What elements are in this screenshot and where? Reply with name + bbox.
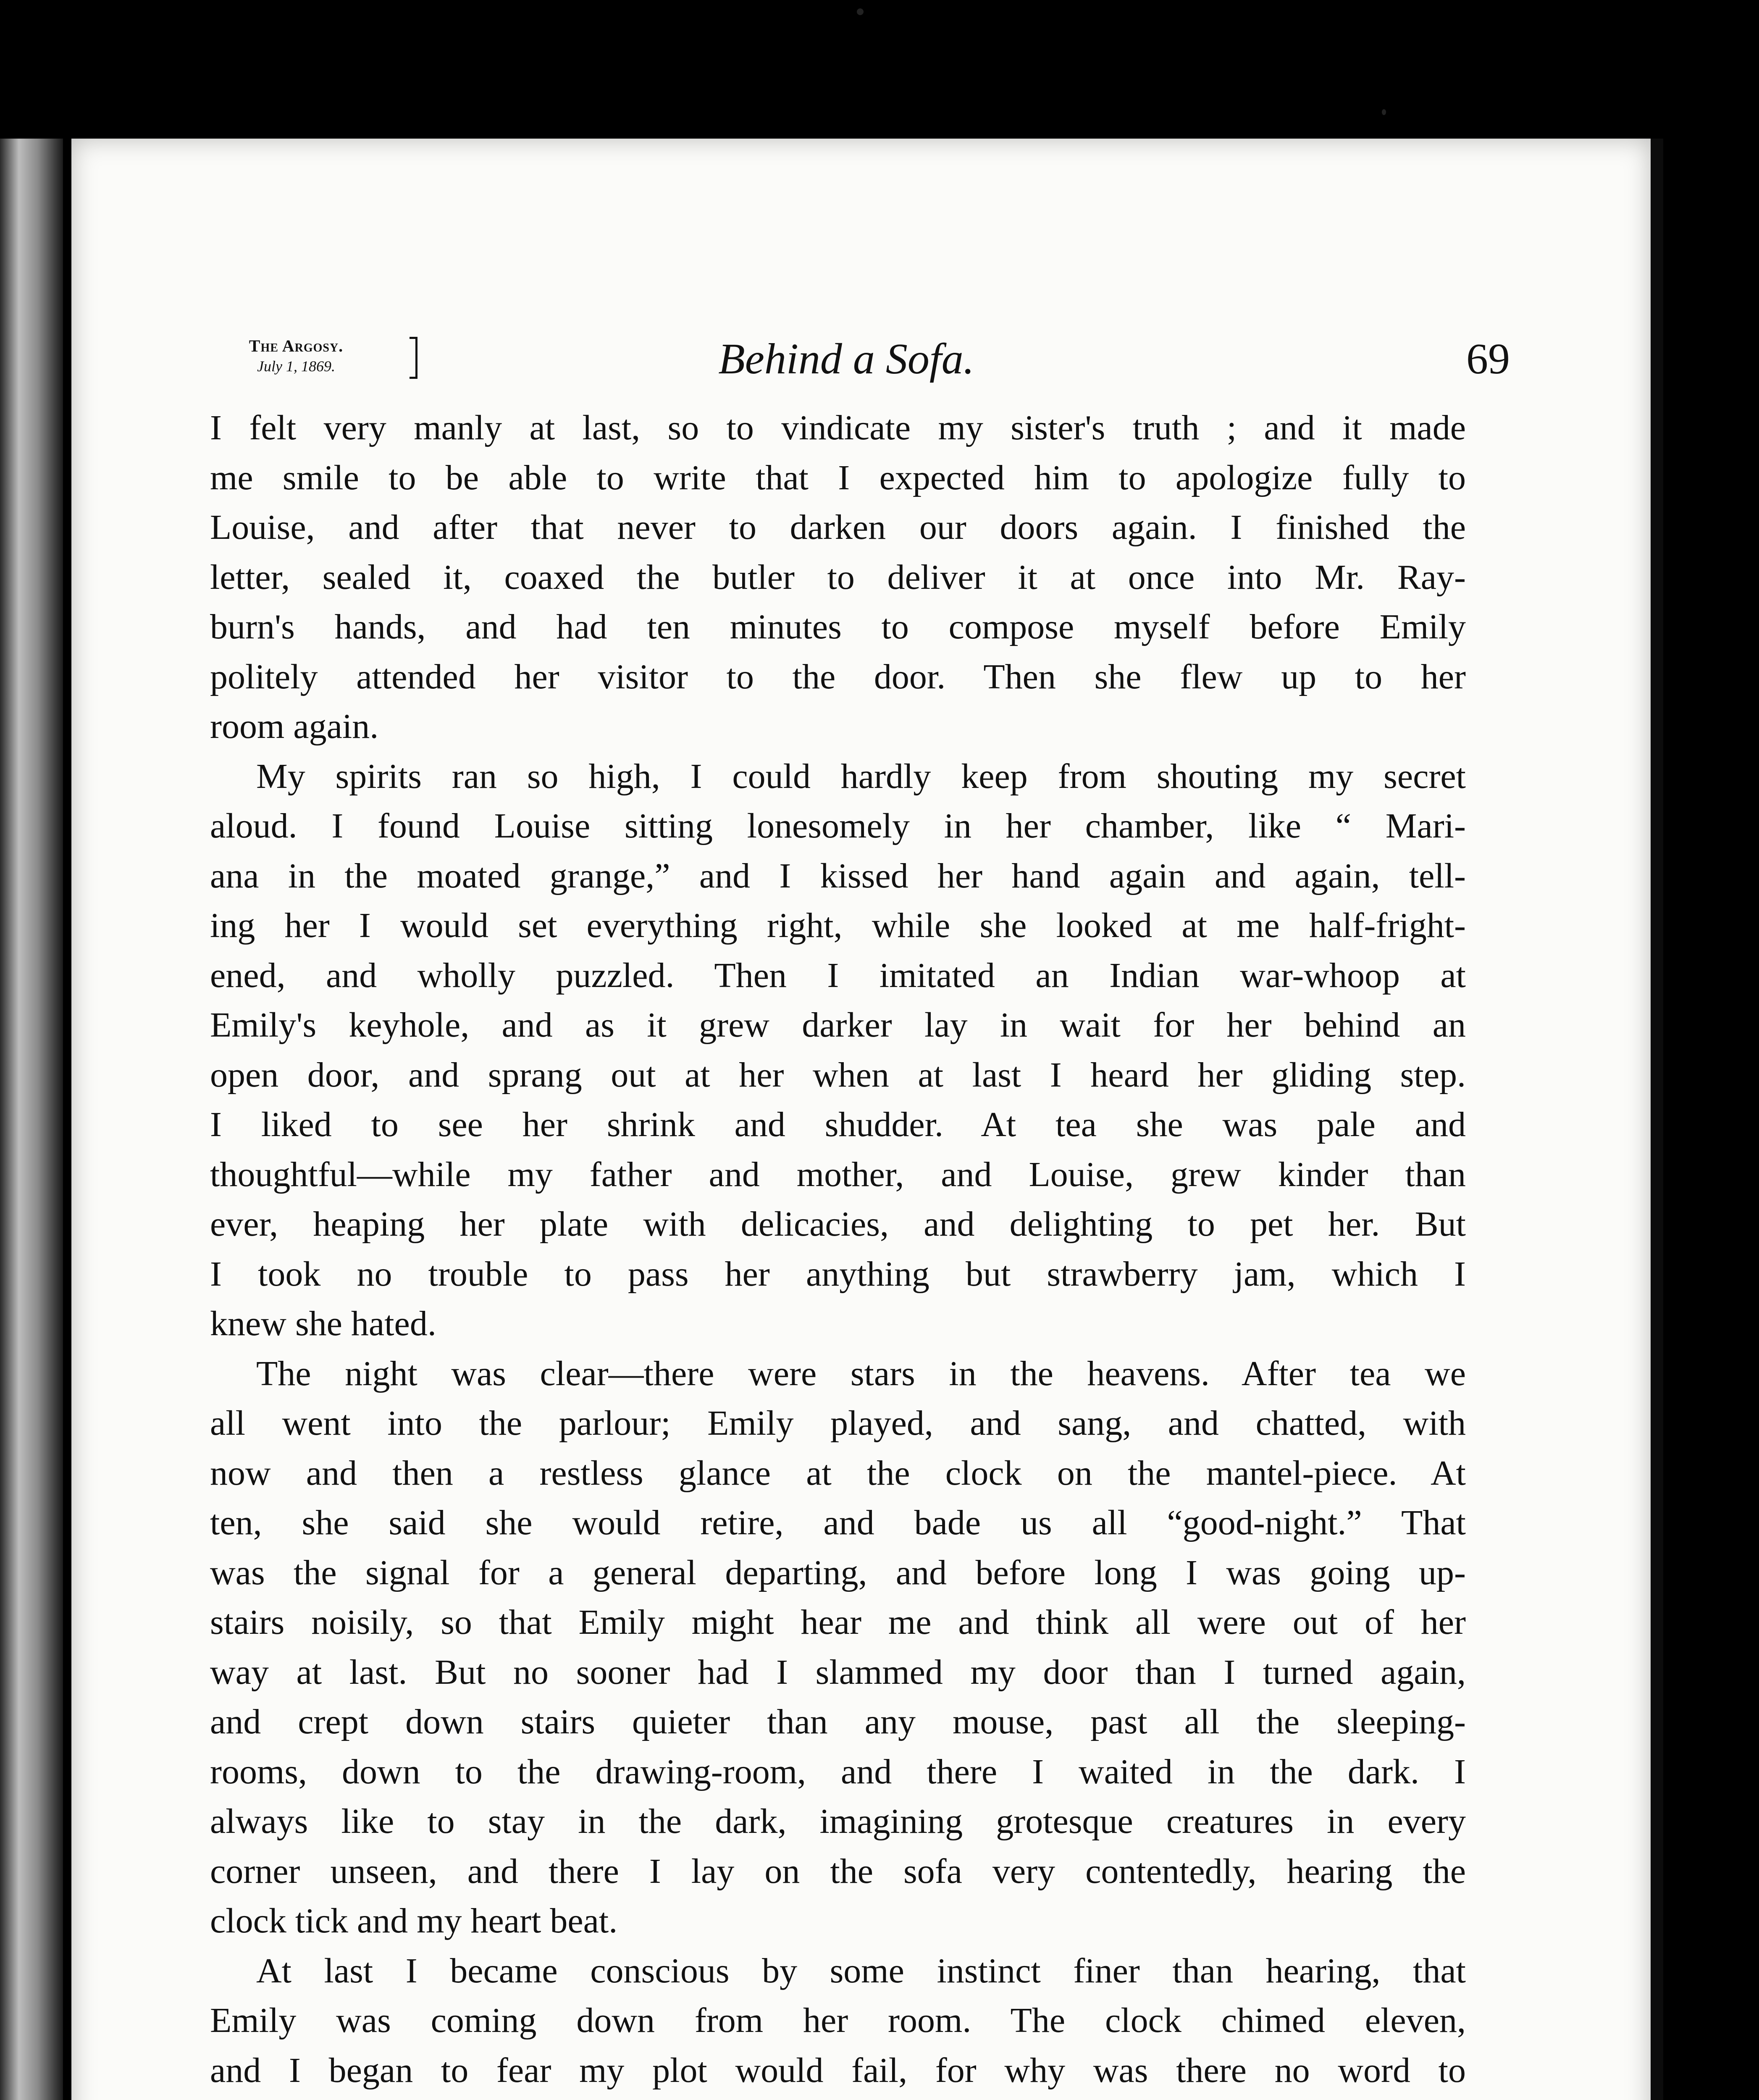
text-line: I liked to see her shrink and shudder. At tea she was pale and xyxy=(210,1105,1466,1144)
text-line: I felt very manly at last, so to vindicate my sister's truth ; and it made xyxy=(210,408,1466,447)
dust-speck xyxy=(857,8,864,15)
text-line: My spirits ran so high, I could hardly keep from shouting my secret xyxy=(256,756,1466,796)
text-line: me smile to be able to write that I expected him to apologize fully to xyxy=(210,458,1466,497)
paragraph xyxy=(210,1946,1466,2100)
text-line: room again. xyxy=(210,707,379,746)
running-title: Behind a Sofa. xyxy=(718,335,974,383)
paragraph xyxy=(210,403,1466,752)
page-number: 69 xyxy=(1466,335,1510,383)
page-gutter-shadow xyxy=(1651,139,1663,2100)
text-line: corner unseen, and there I lay on the sofa very contentedly, hearing the xyxy=(210,1851,1466,1891)
text-line: ten, she said she would retire, and bade us all “good-night.” That xyxy=(210,1503,1466,1542)
imprint-title: The Argosy. xyxy=(249,336,344,355)
text-line: open door, and sprang out at her when at last I heard her gliding step. xyxy=(210,1055,1466,1095)
text-line: ever, heaping her plate with delicacies, and delighting to pet her. But xyxy=(210,1205,1466,1244)
body-text xyxy=(210,403,1466,2100)
text-line: politely attended her visitor to the door. Then she flew up to her xyxy=(210,657,1466,696)
text-line xyxy=(210,2095,1466,2100)
dust-speck xyxy=(1382,109,1386,115)
text-line: ened, and wholly puzzled. Then I imitated an Indian war-whoop at xyxy=(210,956,1466,995)
text-line: knew she hated. xyxy=(210,1304,436,1343)
text-line: way at last. But no sooner had I slammed my door than I turned again, xyxy=(210,1652,1466,1692)
text-line: now and then a restless glance at the clock on the mantel-piece. At xyxy=(210,1453,1466,1493)
paragraph xyxy=(210,752,1466,1349)
previous-page-edge xyxy=(0,139,63,2100)
text-line: At last I became conscious by some instinct finer than hearing, that xyxy=(256,1951,1466,1990)
imprint-date: July 1, 1869. xyxy=(257,358,335,375)
text-line: ana in the moated grange,” and I kissed her hand again and again, tell- xyxy=(210,856,1466,895)
text-line: Louise, and after that never to darken our doors again. I finished the xyxy=(210,508,1466,547)
text-line: ing her I would set everything right, while she looked at me half-fright- xyxy=(210,906,1466,945)
text-line: letter, sealed it, coaxed the butler to deliver it at once into Mr. Ray- xyxy=(210,557,1466,597)
text-line: and I began to fear my plot would fail, for why was there no word to xyxy=(210,2050,1466,2090)
text-line: and crept down stairs quieter than any mouse, past all the sleeping- xyxy=(210,1702,1466,1741)
text-line: Emily was coming down from her room. The clock chimed eleven, xyxy=(210,2001,1466,2040)
text-line: rooms, down to the drawing-room, and there I waited in the dark. I xyxy=(210,1752,1466,1791)
text-line: was the signal for a general departing, and before long I was going up- xyxy=(210,1553,1466,1592)
text-line: stairs noisily, so that Emily might hear me and think all were out of her xyxy=(210,1603,1466,1642)
text-line: thoughtful—while my father and mother, and Louise, grew kinder than xyxy=(210,1155,1466,1194)
text-line: aloud. I found Louise sitting lonesomely in her chamber, like “ Mari- xyxy=(210,806,1466,845)
paragraph xyxy=(210,1349,1466,1946)
text-line: clock tick and my heart beat. xyxy=(210,1901,618,1940)
text-line: all went into the parlour; Emily played, and sang, and chatted, with xyxy=(210,1404,1466,1443)
text-line: always like to stay in the dark, imagining grotesque creatures in every xyxy=(210,1802,1466,1841)
text-line: The night was clear—there were stars in the heavens. After tea we xyxy=(256,1354,1466,1393)
text-line: Emily's keyhole, and as it grew darker lay in wait for her behind an xyxy=(210,1005,1466,1045)
text-line: I took no trouble to pass her anything but strawberry jam, which I xyxy=(210,1254,1466,1294)
text-line: burn's hands, and had ten minutes to compose myself before Emily xyxy=(210,607,1466,646)
page-header xyxy=(179,328,1514,403)
